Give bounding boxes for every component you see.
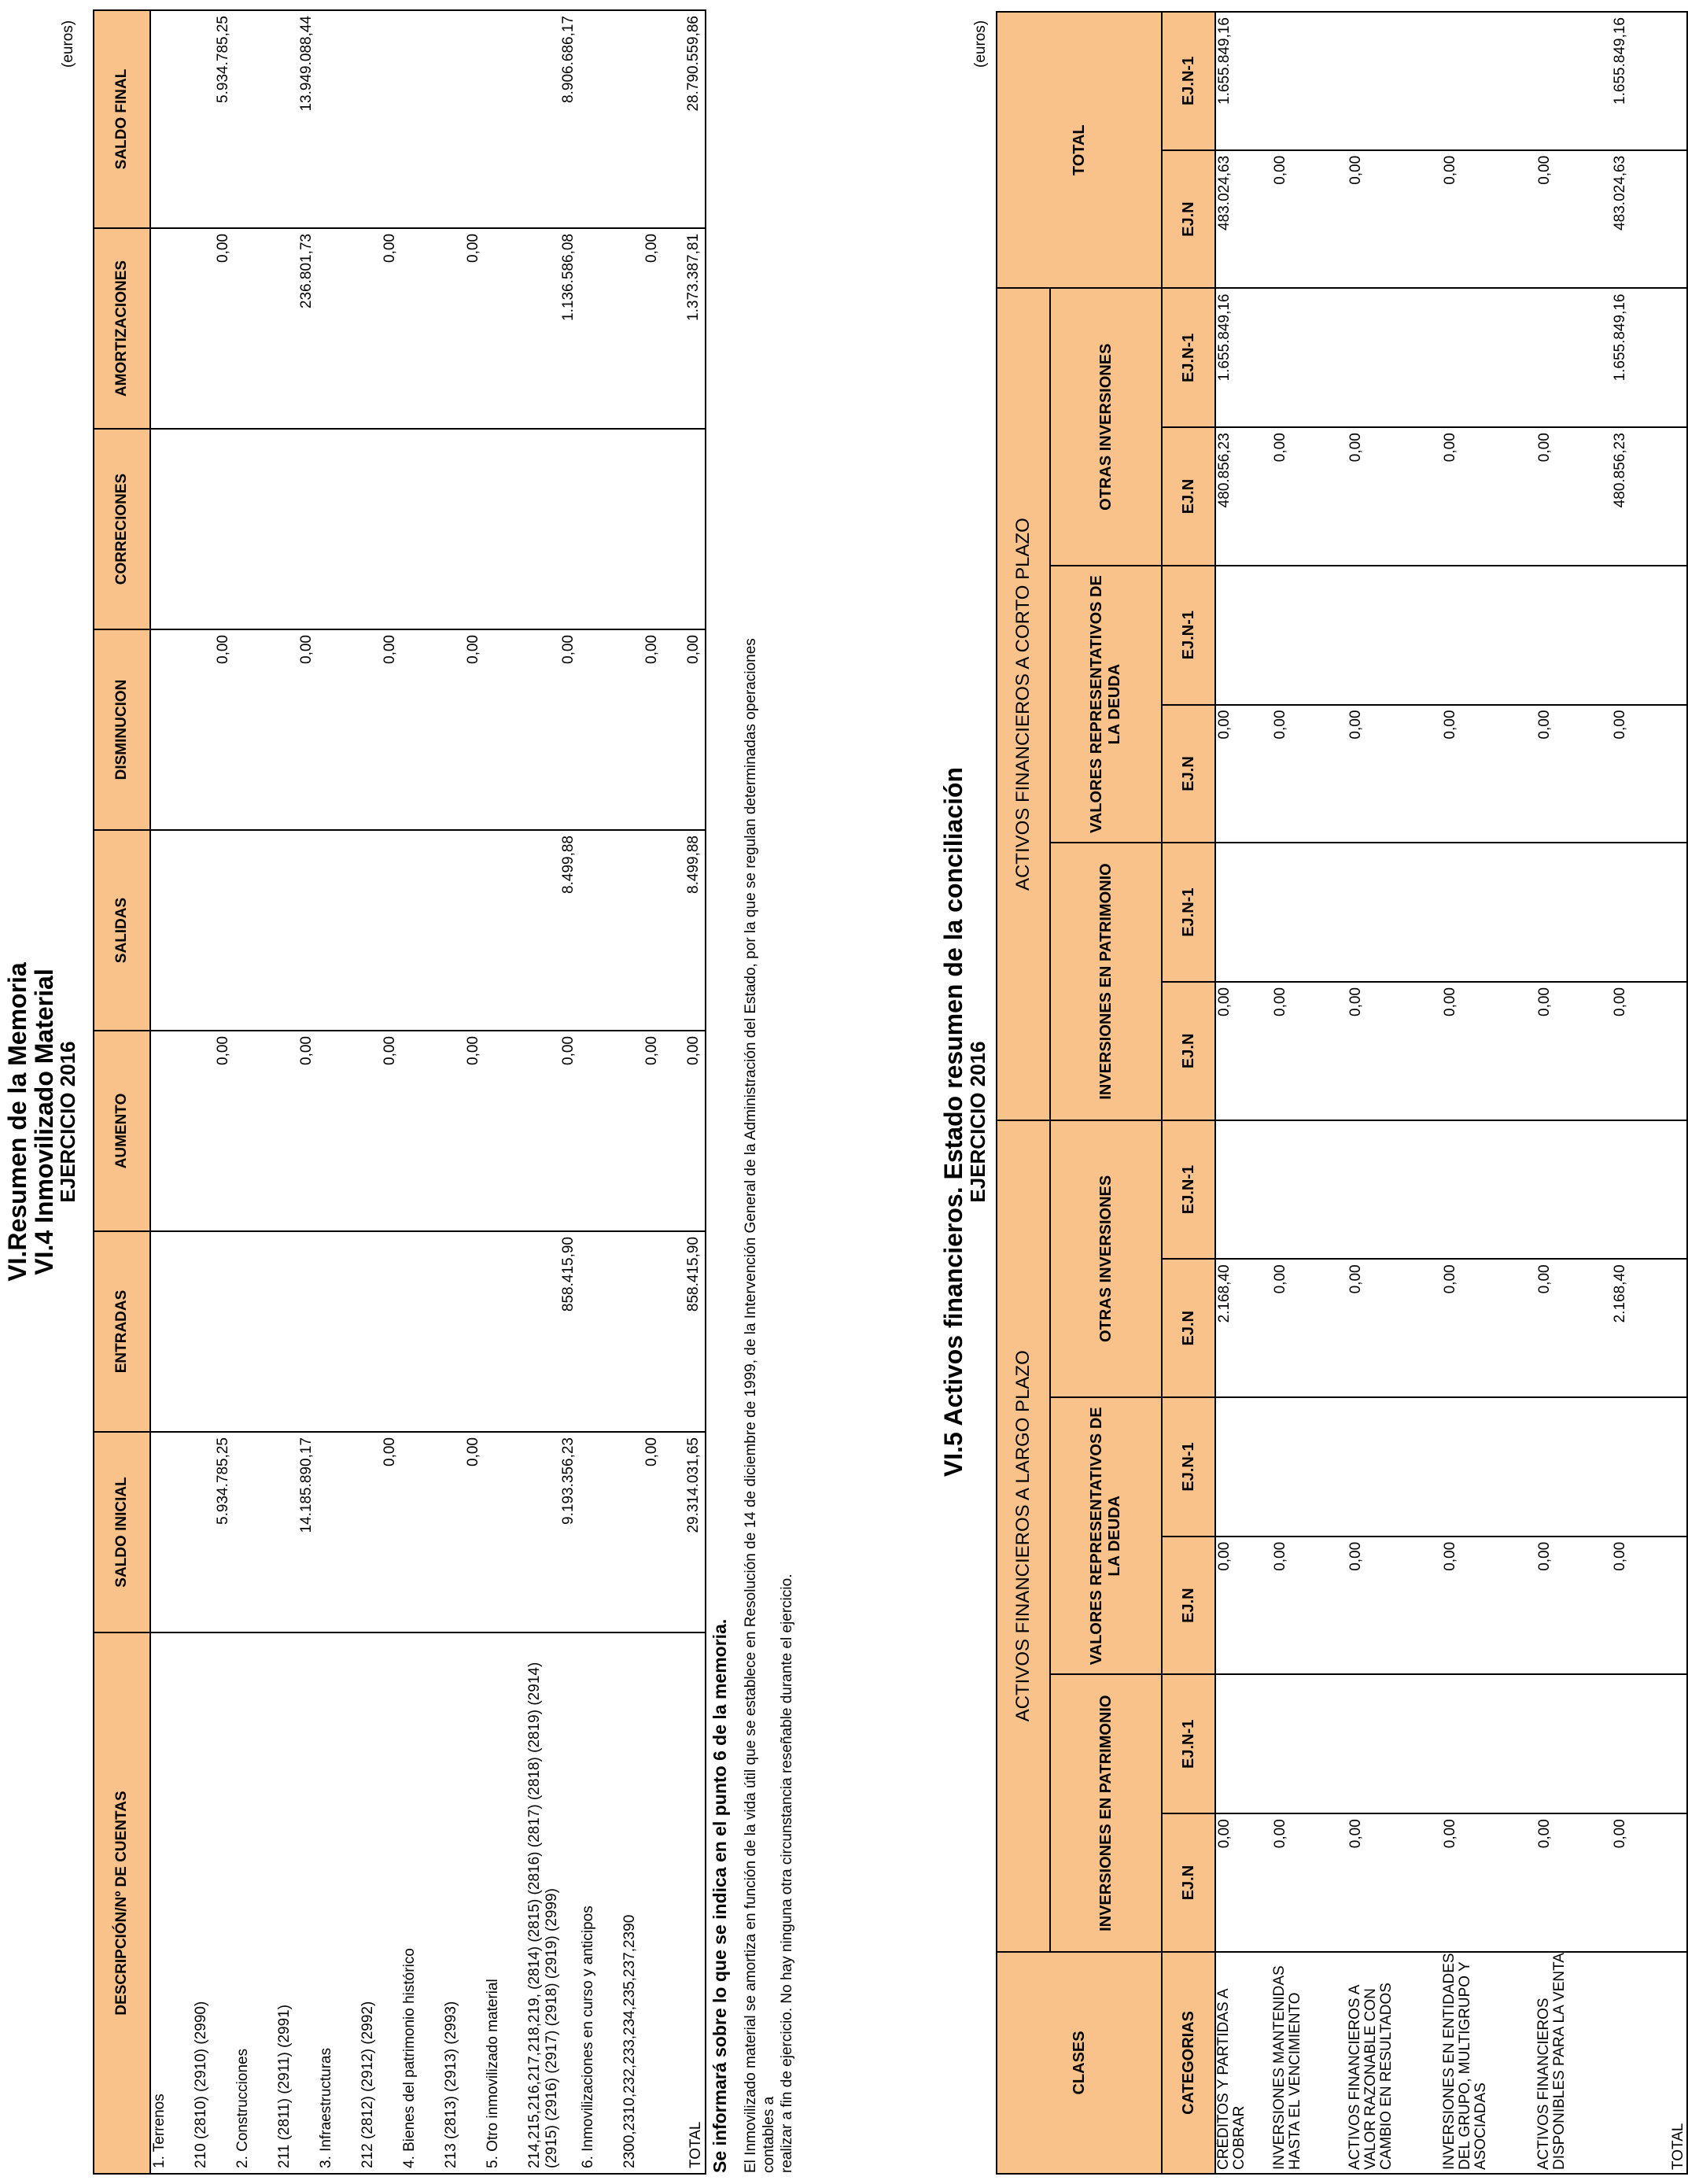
row-value bbox=[663, 429, 706, 629]
table-row bbox=[1612, 12, 1687, 2174]
row-value: 0,00 bbox=[1442, 150, 1536, 289]
row-value bbox=[443, 429, 485, 629]
row-value bbox=[1272, 1397, 1347, 1537]
row-value bbox=[234, 10, 276, 228]
row-value: 2.168,40 bbox=[1215, 1259, 1272, 1397]
header-lp-inv-patrimonio: INVERSIONES EN PATRIMONIO bbox=[1050, 1675, 1162, 1952]
row-value bbox=[1442, 12, 1536, 150]
header-descripcion: DESCRIPCIÓN/Nº DE CUENTAS bbox=[94, 1632, 150, 2174]
row-description: 3. Infraestructuras bbox=[318, 1632, 359, 2174]
row-description: 2. Construcciones bbox=[234, 1632, 276, 2174]
row-value: 0,00 bbox=[359, 228, 401, 429]
table-row bbox=[193, 10, 234, 2174]
row-value: 0,00 bbox=[1272, 1813, 1347, 1952]
row-category: ACTIVOS FINANCIEROS DISPONIBLES PARA LA VENTA bbox=[1536, 1952, 1612, 2174]
row-value bbox=[1536, 1397, 1612, 1537]
row-value: 9.193.356,23 bbox=[526, 1432, 580, 1632]
row-value bbox=[1536, 1675, 1612, 1814]
row-value bbox=[234, 1432, 276, 1632]
row-value bbox=[485, 830, 526, 1031]
header-ej-n1: EJ.N-1 bbox=[1162, 843, 1215, 982]
row-value bbox=[1347, 843, 1442, 982]
row-value: 0,00 bbox=[1347, 427, 1442, 566]
units-label-2: (euros) bbox=[972, 20, 989, 68]
row-value bbox=[193, 1231, 234, 1432]
table-row bbox=[276, 10, 318, 2174]
row-value bbox=[443, 1231, 485, 1432]
row-value: 0,00 bbox=[1347, 150, 1442, 289]
row-value bbox=[359, 830, 401, 1031]
row-value bbox=[401, 1432, 443, 1632]
row-value: 0,00 bbox=[1442, 1813, 1536, 1952]
row-value: 28.790.559,86 bbox=[663, 10, 706, 228]
row-value: 1.136.586,08 bbox=[526, 228, 580, 429]
row-value bbox=[1215, 566, 1272, 705]
row-value: 0,00 bbox=[663, 1031, 706, 1231]
header-ej-n1: EJ.N-1 bbox=[1162, 12, 1215, 150]
row-value bbox=[150, 1432, 193, 1632]
row-value: 0,00 bbox=[1215, 982, 1272, 1120]
table-row bbox=[401, 10, 443, 2174]
table-row bbox=[1272, 12, 1347, 2174]
header-total: TOTAL bbox=[997, 12, 1162, 289]
header-correciones: CORRECIONES bbox=[94, 429, 150, 629]
row-value: 0,00 bbox=[1612, 1813, 1687, 1952]
row-value: 8.499,88 bbox=[526, 830, 580, 1031]
table-row bbox=[526, 10, 580, 2174]
row-category: INVERSIONES MANTENIDAS HASTA EL VENCIMIENTO bbox=[1272, 1952, 1347, 2174]
row-value: 480.856,23 bbox=[1612, 427, 1687, 566]
row-value bbox=[1536, 843, 1612, 982]
row-value bbox=[621, 429, 663, 629]
activos-title: VI.5 Activos financieros. Estado resumen de la conciliación bbox=[939, 766, 967, 1478]
header-ej-n: EJ.N bbox=[1162, 982, 1215, 1120]
row-value: 5.934.785,25 bbox=[193, 10, 234, 228]
row-value: 2.168,40 bbox=[1612, 1259, 1687, 1397]
row-value: 0,00 bbox=[359, 1031, 401, 1231]
row-value: 0,00 bbox=[359, 1432, 401, 1632]
row-value bbox=[485, 629, 526, 830]
row-value bbox=[1442, 289, 1536, 428]
header-disminucion: DISMINUCION bbox=[94, 629, 150, 830]
row-value bbox=[401, 629, 443, 830]
row-value bbox=[485, 1231, 526, 1432]
row-value: 0,00 bbox=[1536, 982, 1612, 1120]
row-value bbox=[150, 1031, 193, 1231]
header-ej-n1: EJ.N-1 bbox=[1162, 566, 1215, 705]
row-description: 210 (2810) (2910) (2990) bbox=[193, 1632, 234, 2174]
table-row bbox=[621, 10, 663, 2174]
row-value bbox=[1347, 289, 1442, 428]
row-value bbox=[1612, 1397, 1687, 1537]
header-ej-n: EJ.N bbox=[1162, 1537, 1215, 1675]
row-value: 0,00 bbox=[1612, 1537, 1687, 1675]
row-value bbox=[318, 429, 359, 629]
row-value: 5.934.785,25 bbox=[193, 1432, 234, 1632]
row-value bbox=[401, 1231, 443, 1432]
note-line-1: El Inmovilizado material se amortiza en función de la vida útil que se establece en Resolución de 14 de diciembre de 1999, de la Intervención General de la Administración del Estado, por la que se regulan determinadas operaciones contables a bbox=[743, 638, 777, 2173]
row-value bbox=[234, 1031, 276, 1231]
row-value bbox=[1612, 1675, 1687, 1814]
row-description: 212 (2812) (2912) (2992) bbox=[359, 1632, 401, 2174]
row-value: 0,00 bbox=[526, 1031, 580, 1231]
row-category: TOTAL bbox=[1612, 1952, 1687, 2174]
row-value bbox=[1442, 1675, 1536, 1814]
header-categorias: CATEGORIAS bbox=[1162, 1952, 1215, 2174]
row-value bbox=[359, 1231, 401, 1432]
row-description: 211 (2811) (2911) (2991) bbox=[276, 1632, 318, 2174]
header-ej-n: EJ.N bbox=[1162, 150, 1215, 289]
row-value: 0,00 bbox=[1215, 1537, 1272, 1675]
table-row bbox=[150, 10, 193, 2174]
row-value: 0,00 bbox=[193, 629, 234, 830]
row-value bbox=[234, 629, 276, 830]
row-value bbox=[150, 429, 193, 629]
header-ej-n1: EJ.N-1 bbox=[1162, 1120, 1215, 1260]
row-value bbox=[580, 830, 621, 1031]
row-value bbox=[276, 1231, 318, 1432]
header-ej-n: EJ.N bbox=[1162, 1813, 1215, 1952]
header-lp-otras: OTRAS INVERSIONES bbox=[1050, 1120, 1162, 1397]
row-value: 0,00 bbox=[526, 629, 580, 830]
table-row bbox=[663, 10, 706, 2174]
row-description: 214,215,216,217,218,219, (2814) (2815) (2816) (2817) (2818) (2819) (2914) (2915) (2916) (2917) (2918) (2919) (2999) bbox=[526, 1632, 580, 2174]
row-value bbox=[234, 830, 276, 1031]
row-value: 8.906.686,17 bbox=[526, 10, 580, 228]
note-line-2: realizar a fin de ejercicio. No hay ninguna otra circunstancia reseñable durante el ejercicio. bbox=[778, 1573, 795, 2173]
table-row bbox=[1215, 12, 1272, 2174]
inmovilizado-title: VI.4 Inmovilizado Material bbox=[29, 968, 58, 1275]
row-value: 0,00 bbox=[1347, 1537, 1442, 1675]
row-value: 1.655.849,16 bbox=[1215, 289, 1272, 428]
header-cp-otras: OTRAS INVERSIONES bbox=[1050, 289, 1162, 566]
row-description: TOTAL bbox=[663, 1632, 706, 2174]
table-row bbox=[1347, 12, 1442, 2174]
row-value: 13.949.088,44 bbox=[276, 10, 318, 228]
row-value bbox=[1612, 843, 1687, 982]
row-value: 0,00 bbox=[193, 228, 234, 429]
header-saldo-final: SALDO FINAL bbox=[94, 10, 150, 228]
row-value bbox=[150, 629, 193, 830]
row-value bbox=[150, 1231, 193, 1432]
row-value: 0,00 bbox=[1272, 150, 1347, 289]
table-row bbox=[1442, 12, 1536, 2174]
row-value bbox=[1536, 289, 1612, 428]
row-value: 1.373.387,81 bbox=[663, 228, 706, 429]
row-value bbox=[1272, 843, 1347, 982]
row-value bbox=[318, 1231, 359, 1432]
units-label-1: (euros) bbox=[60, 20, 76, 68]
row-value: 0,00 bbox=[1347, 1813, 1442, 1952]
header-largo-plazo: ACTIVOS FINANCIEROS A LARGO PLAZO bbox=[997, 1120, 1050, 1952]
row-value bbox=[1347, 1675, 1442, 1814]
row-value bbox=[580, 1432, 621, 1632]
table-row bbox=[318, 10, 359, 2174]
row-value: 0,00 bbox=[663, 629, 706, 830]
row-value bbox=[1347, 566, 1442, 705]
row-value bbox=[401, 10, 443, 228]
row-value: 0,00 bbox=[621, 1432, 663, 1632]
row-value bbox=[1442, 1397, 1536, 1537]
row-value: 483.024,63 bbox=[1612, 150, 1687, 289]
row-value: 0,00 bbox=[359, 629, 401, 830]
header-cp-inv-patrimonio: INVERSIONES EN PATRIMONIO bbox=[1050, 843, 1162, 1120]
row-value: 1.655.849,16 bbox=[1612, 12, 1687, 150]
row-value: 0,00 bbox=[1347, 1259, 1442, 1397]
header-amortizaciones: AMORTIZACIONES bbox=[94, 228, 150, 429]
row-category: INVERSIONES EN ENTIDADES DEL GRUPO, MULTIGRUPO Y ASOCIADAS bbox=[1442, 1952, 1536, 2174]
header-cp-valores: VALORES REPRESENTATIVOS DE LA DEUDA bbox=[1050, 566, 1162, 843]
header-ej-n: EJ.N bbox=[1162, 1259, 1215, 1397]
row-value bbox=[1347, 1397, 1442, 1537]
row-value bbox=[621, 1231, 663, 1432]
row-value bbox=[1536, 12, 1612, 150]
row-value bbox=[580, 1031, 621, 1231]
row-value bbox=[443, 10, 485, 228]
memoria-title: VI.Resumen de la Memoria bbox=[3, 962, 31, 1282]
row-value bbox=[1442, 566, 1536, 705]
row-value bbox=[1442, 1120, 1536, 1260]
header-saldo-inicial: SALDO INICIAL bbox=[94, 1432, 150, 1632]
row-value: 0,00 bbox=[1612, 705, 1687, 843]
row-value bbox=[276, 429, 318, 629]
row-value: 0,00 bbox=[1442, 982, 1536, 1120]
row-value: 0,00 bbox=[1442, 427, 1536, 566]
row-value bbox=[276, 830, 318, 1031]
row-value bbox=[1215, 1397, 1272, 1537]
header-ej-n1: EJ.N-1 bbox=[1162, 1675, 1215, 1814]
row-value bbox=[485, 10, 526, 228]
row-value bbox=[401, 228, 443, 429]
row-value bbox=[485, 429, 526, 629]
row-category: CRÉDITOS Y PARTIDAS A COBRAR bbox=[1215, 1952, 1272, 2174]
row-value bbox=[193, 830, 234, 1031]
row-value bbox=[318, 830, 359, 1031]
row-value bbox=[1536, 566, 1612, 705]
table-row bbox=[234, 10, 276, 2174]
table-row bbox=[443, 10, 485, 2174]
header-clases: CLASES bbox=[997, 1952, 1162, 2174]
row-value: 0,00 bbox=[621, 1031, 663, 1231]
activos-title-block bbox=[941, 689, 989, 1555]
row-value: 0,00 bbox=[276, 1031, 318, 1231]
header-ej-n1: EJ.N-1 bbox=[1162, 1397, 1215, 1537]
row-value: 29.314.031,65 bbox=[663, 1432, 706, 1632]
memoria-title-block bbox=[5, 847, 79, 1397]
row-value: 0,00 bbox=[443, 228, 485, 429]
table-row bbox=[359, 10, 401, 2174]
row-value bbox=[1215, 843, 1272, 982]
row-value bbox=[485, 228, 526, 429]
row-value bbox=[1272, 1675, 1347, 1814]
row-value: 0,00 bbox=[276, 629, 318, 830]
row-description: 5. Otro inmovilizado material bbox=[485, 1632, 526, 2174]
row-value: 0,00 bbox=[443, 1031, 485, 1231]
activos-financieros-table bbox=[996, 11, 1688, 2175]
row-value: 858.415,90 bbox=[663, 1231, 706, 1432]
row-value bbox=[580, 629, 621, 830]
row-value: 0,00 bbox=[1215, 705, 1272, 843]
header-ej-n1: EJ.N-1 bbox=[1162, 289, 1215, 428]
row-value bbox=[580, 10, 621, 228]
row-category: ACTIVOS FINANCIEROS A VALOR RAZONABLE CON CAMBIO EN RESULTADOS bbox=[1347, 1952, 1442, 2174]
row-value bbox=[150, 228, 193, 429]
row-value: 0,00 bbox=[1442, 1259, 1536, 1397]
row-value: 8.499,88 bbox=[663, 830, 706, 1031]
row-value bbox=[150, 830, 193, 1031]
row-value: 1.655.849,16 bbox=[1612, 289, 1687, 428]
row-value bbox=[1272, 12, 1347, 150]
row-value: 0,00 bbox=[1347, 982, 1442, 1120]
row-value bbox=[621, 10, 663, 228]
row-description: 1. Terrenos bbox=[150, 1632, 193, 2174]
row-value bbox=[1442, 843, 1536, 982]
row-value bbox=[1612, 566, 1687, 705]
row-value bbox=[1347, 12, 1442, 150]
row-value: 0,00 bbox=[1347, 705, 1442, 843]
inmovilizado-table bbox=[93, 9, 706, 2175]
row-value bbox=[1215, 1675, 1272, 1814]
row-value bbox=[318, 1432, 359, 1632]
header-entradas: ENTRADAS bbox=[94, 1231, 150, 1432]
row-value bbox=[318, 1031, 359, 1231]
row-value: 858.415,90 bbox=[526, 1231, 580, 1432]
row-value bbox=[234, 1231, 276, 1432]
row-value: 0,00 bbox=[1536, 705, 1612, 843]
row-value bbox=[401, 1031, 443, 1231]
row-value bbox=[401, 429, 443, 629]
row-value: 0,00 bbox=[621, 629, 663, 830]
row-value bbox=[1347, 1120, 1442, 1260]
row-value: 0,00 bbox=[1536, 427, 1612, 566]
table-row bbox=[485, 10, 526, 2174]
row-value bbox=[1272, 1120, 1347, 1260]
header-salidas: SALIDAS bbox=[94, 830, 150, 1031]
row-value: 0,00 bbox=[193, 1031, 234, 1231]
header-ej-n: EJ.N bbox=[1162, 427, 1215, 566]
row-value bbox=[1215, 1120, 1272, 1260]
row-value: 14.185.890,17 bbox=[276, 1432, 318, 1632]
row-value bbox=[318, 10, 359, 228]
row-value: 0,00 bbox=[1272, 982, 1347, 1120]
row-value: 0,00 bbox=[443, 1432, 485, 1632]
row-value bbox=[1272, 289, 1347, 428]
row-value: 0,00 bbox=[1536, 1259, 1612, 1397]
row-value: 0,00 bbox=[1272, 1537, 1347, 1675]
row-value bbox=[150, 10, 193, 228]
row-value: 0,00 bbox=[443, 629, 485, 830]
header-ej-n: EJ.N bbox=[1162, 705, 1215, 843]
row-value: 0,00 bbox=[1442, 1537, 1536, 1675]
row-value bbox=[580, 1231, 621, 1432]
row-description: 213 (2813) (2913) (2993) bbox=[443, 1632, 485, 2174]
row-value: 480.856,23 bbox=[1215, 427, 1272, 566]
row-value bbox=[234, 429, 276, 629]
header-lp-valores: VALORES REPRESENTATIVOS DE LA DEUDA bbox=[1050, 1397, 1162, 1674]
row-value bbox=[1612, 1120, 1687, 1260]
row-value bbox=[580, 228, 621, 429]
row-value bbox=[580, 429, 621, 629]
table-row bbox=[1536, 12, 1612, 2174]
row-value bbox=[359, 10, 401, 228]
row-description: 4. Bienes del patrimonio histórico bbox=[401, 1632, 443, 2174]
activos-ejercicio-title: EJERCICIO 2016 bbox=[965, 1041, 990, 1203]
row-value bbox=[359, 429, 401, 629]
row-value: 0,00 bbox=[1272, 1259, 1347, 1397]
table-row bbox=[580, 10, 621, 2174]
row-value bbox=[485, 1031, 526, 1231]
row-value bbox=[526, 429, 580, 629]
row-value: 483.024,63 bbox=[1215, 150, 1272, 289]
row-value bbox=[621, 830, 663, 1031]
row-value: 0,00 bbox=[1442, 705, 1536, 843]
header-corto-plazo: ACTIVOS FINANCIEROS A CORTO PLAZO bbox=[997, 289, 1050, 1120]
row-value bbox=[1536, 1120, 1612, 1260]
row-value: 0,00 bbox=[1536, 1813, 1612, 1952]
row-value bbox=[443, 830, 485, 1031]
ejercicio-title: EJERCICIO 2016 bbox=[56, 1041, 80, 1203]
row-description: 6. Inmovilizaciones en curso y anticipos bbox=[580, 1632, 621, 2174]
note-heading: Se informará sobre lo que se indica en el punto 6 de la memoria. bbox=[709, 1618, 730, 2173]
row-description: 2300,2310,232,233,234,235,237,2390 bbox=[621, 1632, 663, 2174]
row-value bbox=[318, 228, 359, 429]
row-value bbox=[485, 1432, 526, 1632]
row-value: 0,00 bbox=[1215, 1813, 1272, 1952]
row-value bbox=[401, 830, 443, 1031]
note-text bbox=[743, 599, 796, 2173]
row-value bbox=[193, 429, 234, 629]
header-aumento: AUMENTO bbox=[94, 1031, 150, 1231]
row-value: 0,00 bbox=[1272, 427, 1347, 566]
row-value: 0,00 bbox=[1272, 705, 1347, 843]
row-value: 0,00 bbox=[1536, 150, 1612, 289]
row-value: 1.655.849,16 bbox=[1215, 12, 1272, 150]
row-value: 0,00 bbox=[1612, 982, 1687, 1120]
row-value bbox=[234, 228, 276, 429]
row-value bbox=[318, 629, 359, 830]
row-value: 236.801,73 bbox=[276, 228, 318, 429]
row-value: 0,00 bbox=[621, 228, 663, 429]
row-value bbox=[1272, 566, 1347, 705]
row-value: 0,00 bbox=[1536, 1537, 1612, 1675]
